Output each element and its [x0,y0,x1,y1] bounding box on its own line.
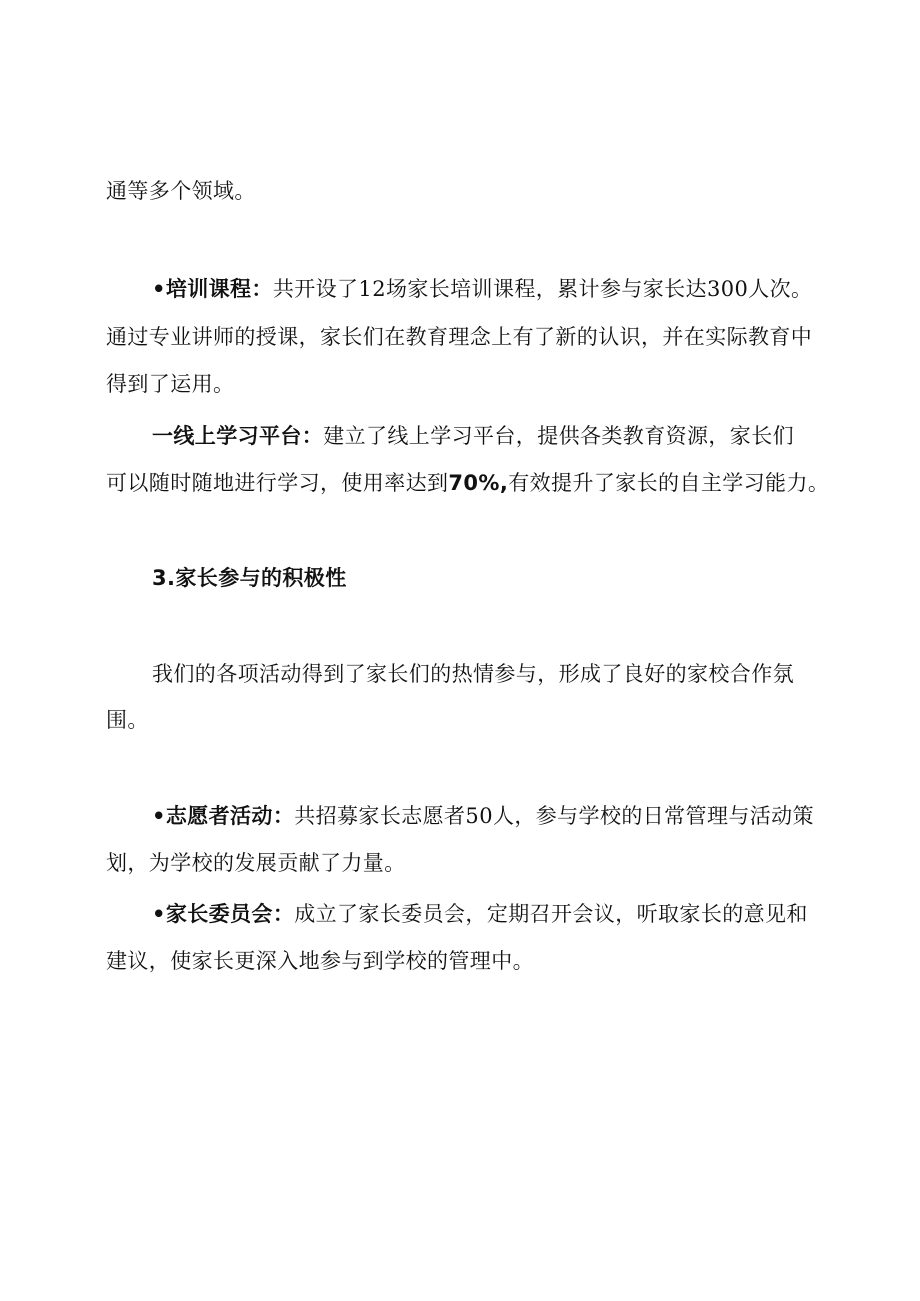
bullet-icon: • [152,902,166,926]
online-platform-text-2b: 有效提升了家长的自主学习能力。 [508,471,830,495]
participation-text-2: 围。 [106,708,149,732]
training-course-label: 培训课程： [165,277,273,301]
online-platform-label: 一线上学习平台： [152,424,324,448]
paragraph-continuation-line [106,176,256,206]
committee-label: 家长委员会： [165,902,295,926]
online-platform-item [152,421,794,451]
participation-paragraph [152,659,794,689]
committee-line-2 [106,946,534,976]
training-course-text-3: 得到了运用。 [106,372,235,396]
volunteer-line-2 [106,848,406,878]
section-heading-text: 3.家长参与的积极性 [152,566,347,590]
section-heading [152,563,347,593]
committee-text-2: 建议，使家长更深入地参与到学校的管理中。 [106,949,534,973]
participation-paragraph-line-2 [106,705,149,735]
paragraph-text: 通等多个领域。 [106,179,256,203]
volunteer-item [152,801,814,831]
training-course-line-2 [106,322,812,352]
bullet-icon: • [152,277,166,301]
committee-item [152,899,808,929]
training-course-text-2: 通过专业讲师的授课，家长们在教育理念上有了新的认识，并在实际教育中 [106,325,813,349]
volunteer-text: 共招募家长志愿者50人，参与学校的日常管理与活动策 [294,804,814,828]
training-course-item [152,274,812,304]
volunteer-label: 志愿者活动： [165,804,295,828]
committee-text: 成立了家长委员会，定期召开会议，听取家长的意见和 [294,902,808,926]
online-platform-text: 建立了线上学习平台，提供各类教育资源，家长们 [323,424,795,448]
online-platform-text-2a: 可以随时随地进行学习，使用率达到 [106,471,449,495]
volunteer-text-2: 划，为学校的发展贡献了力量。 [106,851,406,875]
bullet-icon: • [152,804,166,828]
participation-text-1: 我们的各项活动得到了家长们的热情参与，形成了良好的家校合作氛 [152,662,794,686]
usage-rate-value: 70%, [448,471,509,495]
training-course-line-3 [106,369,234,399]
training-course-text: 共开设了12场家长培训课程，累计参与家长达300人次。 [272,277,813,301]
online-platform-line-2 [106,468,829,498]
